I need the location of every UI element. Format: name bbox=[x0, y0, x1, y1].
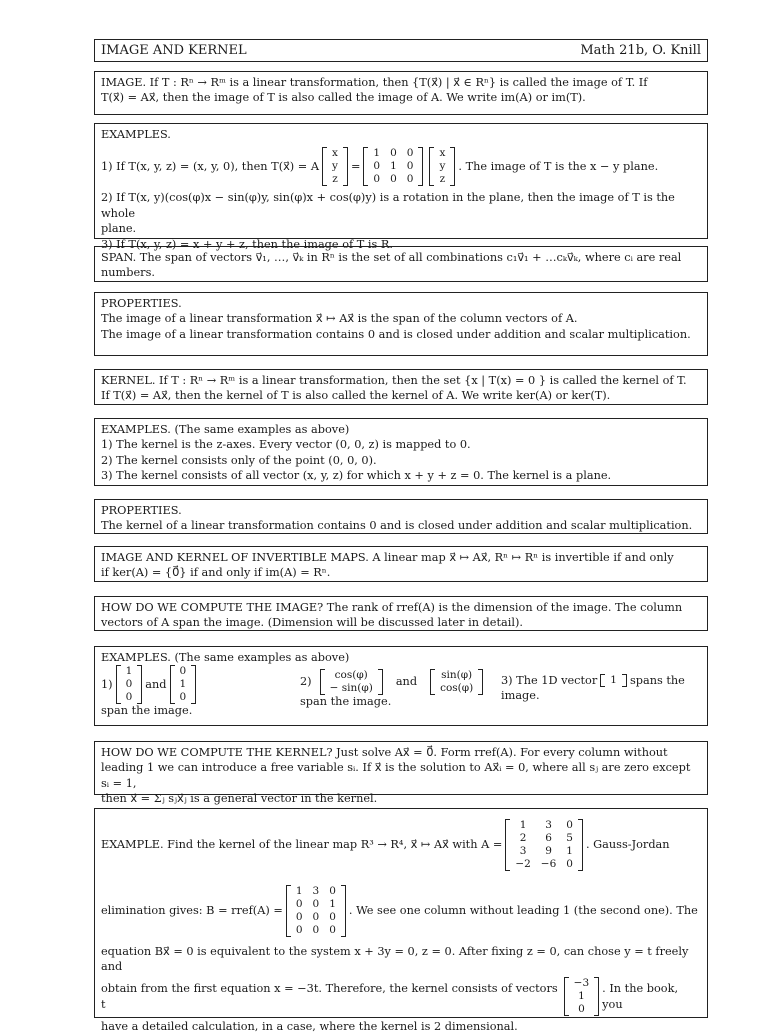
matrix-cell: −6 bbox=[540, 858, 557, 870]
example-2-group bbox=[300, 669, 486, 708]
text-line: 2) The kernel consists only of the point (0, 0, 0). bbox=[101, 453, 377, 467]
page-title: IMAGE AND KERNEL bbox=[101, 42, 247, 58]
matrix-cell: 1 bbox=[295, 885, 303, 897]
column-vector bbox=[170, 665, 197, 704]
matrix-cell: 2 bbox=[519, 832, 527, 844]
matrix-cell: 0 bbox=[125, 678, 133, 690]
text-line: T(x⃗) = Ax⃗, then the image of T is also called the image of A. We write im(A) or im(T). bbox=[101, 91, 586, 105]
matrix-cell: sin(φ) bbox=[441, 669, 473, 681]
text-line: HOW DO WE COMPUTE THE IMAGE? The rank of rref(A) is the dimension of the image. The column bbox=[101, 601, 683, 614]
text-line: The image of a linear transformation contains 0 and is closed under addition and scalar multiplication. bbox=[101, 327, 691, 341]
text-line: span the image. bbox=[300, 695, 392, 708]
text-line: IMAGE AND KERNEL OF INVERTIBLE MAPS. A linear map x⃗ ↦ Ax⃗, Rⁿ ↦ Rⁿ is invertible if and only bbox=[101, 551, 674, 564]
image-examples-box bbox=[94, 123, 708, 251]
matrix-cell: 1 bbox=[125, 665, 133, 677]
matrix-cell: 0 bbox=[295, 898, 303, 910]
matrix-cell: 1 bbox=[610, 674, 617, 687]
matrix-cell: z bbox=[439, 172, 446, 185]
matrix-cell: 0 bbox=[312, 898, 320, 910]
kernel-basis-vector bbox=[564, 977, 599, 1016]
text-line: SPAN. The span of vectors v⃗₁, …, v⃗ₖ in Rⁿ is the set of all combinations c₁v⃗₁ + …cₖv⃗ₖ, where cᵢ are real bbox=[101, 251, 682, 264]
text-line: image. bbox=[501, 689, 540, 703]
matrix-cell: 1 bbox=[578, 990, 585, 1003]
matrix-cell: cos(φ) bbox=[440, 682, 474, 694]
text-line: The kernel of a linear transformation contains 0 and is closed under addition and scalar multiplication. bbox=[101, 519, 693, 533]
vector-xyz bbox=[429, 147, 455, 186]
examples-heading: EXAMPLES. (The same examples as above) bbox=[101, 651, 350, 664]
matrix-cell: 9 bbox=[545, 845, 552, 857]
matrix-cell: 0 bbox=[329, 924, 336, 936]
example-1-text: 1) If T(x, y, z) = (x, y, 0), then T(x⃗) = A bbox=[101, 159, 319, 173]
compute-image-box bbox=[94, 596, 708, 631]
text-line: 3) The kernel consists of all vector (x, y, z) for which x + y + z = 0. The kernel is a plane. bbox=[101, 469, 612, 483]
example-3-text: spans the bbox=[629, 674, 685, 687]
image-definition-box bbox=[94, 71, 708, 115]
matrix-cell: − sin(φ) bbox=[329, 682, 373, 694]
compute-kernel-box bbox=[94, 741, 708, 806]
text-line: 3) If T(x, y, z) = x + y + z, then the image of T is R. bbox=[101, 237, 393, 251]
text-line: leading 1 we can introduce a free variable sᵢ. If x⃗ is the solution to Ax⃗ᵢ = 0, where all sⱼ are zero except sᵢ = 1, bbox=[101, 761, 691, 790]
matrix-cell: 0 bbox=[566, 819, 573, 831]
image-span-examples-box bbox=[94, 646, 708, 726]
matrix-cell: 0 bbox=[312, 911, 320, 923]
kernel-computation-example-box bbox=[94, 808, 708, 1033]
matrix-cell: −3 bbox=[573, 977, 590, 990]
text-line: 1) The kernel is the z-axes. Every vector (0, 0, z) is mapped to 0. bbox=[101, 438, 471, 452]
matrix-cell: 0 bbox=[406, 172, 414, 185]
kernel-definition-box bbox=[94, 369, 708, 405]
matrix-cell: 0 bbox=[373, 159, 381, 172]
example-2-label: 2) bbox=[300, 675, 312, 689]
text-line: plane. bbox=[101, 222, 137, 236]
text-line: span the image. bbox=[101, 704, 193, 717]
matrix-cell: y bbox=[439, 159, 446, 172]
image-properties-box bbox=[94, 292, 708, 356]
column-vector bbox=[320, 669, 383, 695]
span-definition-box bbox=[94, 246, 708, 282]
matrix-cell: 1 bbox=[373, 146, 381, 159]
text-line: . We see one column without leading 1 (the second one). The bbox=[348, 904, 698, 918]
matrix-b bbox=[286, 885, 346, 937]
text-line: EXAMPLE. Find the kernel of the linear map R³ → R⁴, x⃗ ↦ Ax⃗ with A = bbox=[101, 838, 503, 852]
example-1-group bbox=[101, 665, 199, 717]
text-line: . In the book, you bbox=[602, 982, 679, 1011]
example-1-row bbox=[101, 142, 701, 190]
column-vector bbox=[116, 665, 143, 704]
example-1-label: 1) bbox=[101, 677, 113, 691]
text-line: elimination gives: B = rref(A) = bbox=[101, 904, 283, 918]
text-line: KERNEL. If T : Rⁿ → Rᵐ is a linear transformation, then the set {x | T(x) = 0 } is called the kernel of T. bbox=[101, 374, 687, 387]
matrix-cell: 0 bbox=[406, 146, 414, 159]
matrix-cell: 0 bbox=[373, 172, 381, 185]
text-line: If T(x⃗) = Ax⃗, then the kernel of T is also called the kernel of A. We write ker(A) or ker(T). bbox=[101, 389, 611, 403]
matrix-cell: 0 bbox=[295, 911, 303, 923]
matrix-cell: y bbox=[332, 159, 338, 172]
text-line: numbers. bbox=[101, 266, 155, 280]
text-line: equation Bx⃗ = 0 is equivalent to the system x + 3y = 0, z = 0. After fixing z = 0, can chose y = t freely and bbox=[101, 945, 689, 974]
example-3-group bbox=[501, 673, 701, 704]
matrix-cell: 0 bbox=[329, 885, 336, 897]
text-line: have a detailed calculation, in a case, where the kernel is 2 dimensional. bbox=[101, 1019, 518, 1033]
example-1-conclusion: . The image of T is the x − y plane. bbox=[458, 159, 659, 173]
kernel-properties-box bbox=[94, 499, 708, 534]
matrix-cell: 1 bbox=[329, 898, 336, 910]
examples-heading: EXAMPLES. bbox=[101, 128, 171, 141]
example-line-1 bbox=[101, 812, 701, 878]
invertible-maps-box bbox=[94, 546, 708, 582]
matrix-cell: 0 bbox=[329, 911, 336, 923]
matrix-cell: 0 bbox=[390, 146, 397, 159]
matrix-cell: 0 bbox=[578, 1003, 585, 1016]
matrix-cell: x bbox=[439, 146, 446, 159]
matrix-cell: cos(φ) bbox=[334, 669, 368, 681]
matrix-cell: x bbox=[332, 146, 338, 159]
matrix-cell: z bbox=[332, 172, 338, 185]
projection-matrix bbox=[363, 147, 423, 186]
matrix-cell: 0 bbox=[312, 924, 320, 936]
text-line: IMAGE. If T : Rⁿ → Rᵐ is a linear transformation, then {T(x⃗) | x⃗ ∈ Rⁿ} is called the image of T. If bbox=[101, 76, 648, 89]
matrix-cell: 0 bbox=[406, 159, 414, 172]
matrix-cell: 0 bbox=[179, 691, 187, 703]
matrix-cell: 1 bbox=[519, 819, 527, 831]
example-line-4 bbox=[101, 975, 701, 1019]
text-line: PROPERTIES. bbox=[101, 504, 182, 517]
example-3-text: 3) The 1D vector bbox=[501, 674, 598, 687]
matrix-a bbox=[505, 819, 583, 871]
matrix-cell: 3 bbox=[312, 885, 320, 897]
text-line: EXAMPLES. (The same examples as above) bbox=[101, 423, 350, 436]
and-text: and bbox=[145, 677, 167, 691]
course-author: Math 21b, O. Knill bbox=[580, 42, 701, 58]
matrix-cell: 0 bbox=[390, 172, 397, 185]
column-vector bbox=[430, 669, 483, 695]
text-line: HOW DO WE COMPUTE THE KERNEL? Just solve Ax⃗ = 0⃗. Form rref(A). For every column without bbox=[101, 746, 668, 759]
text-line: if ker(A) = {0⃗} if and only if im(A) = Rⁿ. bbox=[101, 566, 331, 580]
matrix-cell: 0 bbox=[125, 691, 133, 703]
column-vector bbox=[600, 674, 627, 687]
matrix-cell: 6 bbox=[545, 832, 552, 844]
matrix-cell: 1 bbox=[390, 159, 397, 172]
equals-sign: = bbox=[350, 159, 361, 173]
matrix-cell: 3 bbox=[545, 819, 552, 831]
vector-xyz bbox=[322, 147, 348, 186]
text-line: then x⃗ = Σⱼ sⱼx⃗ⱼ is a general vector in the kernel. bbox=[101, 792, 378, 806]
matrix-cell: 5 bbox=[566, 832, 573, 844]
matrix-cell: 0 bbox=[179, 665, 187, 677]
and-text: and bbox=[395, 675, 418, 689]
text-line: . Gauss-Jordan bbox=[585, 838, 670, 852]
text-line: 2) If T(x, y)(cos(φ)x − sin(φ)y, sin(φ)x + cos(φ)y) is a rotation in the plane, then the image of T is the whole bbox=[101, 191, 675, 220]
text-line: PROPERTIES. bbox=[101, 297, 182, 310]
matrix-cell: 3 bbox=[519, 845, 527, 857]
text-line: The image of a linear transformation x⃗ ↦ Ax⃗ is the span of the column vectors of A. bbox=[101, 312, 578, 326]
matrix-cell: 1 bbox=[179, 678, 187, 690]
matrix-cell: −2 bbox=[515, 858, 531, 870]
page-header bbox=[94, 39, 708, 62]
matrix-cell: 0 bbox=[295, 924, 303, 936]
matrix-cell: 1 bbox=[566, 845, 573, 857]
text-line: vectors of A span the image. (Dimension will be discussed later in detail). bbox=[101, 616, 523, 630]
example-line-2 bbox=[101, 878, 701, 944]
matrix-cell: 0 bbox=[566, 858, 573, 870]
kernel-examples-box bbox=[94, 418, 708, 486]
text-line: obtain from the first equation x = −3t. Therefore, the kernel consists of vectors t bbox=[101, 982, 558, 1011]
